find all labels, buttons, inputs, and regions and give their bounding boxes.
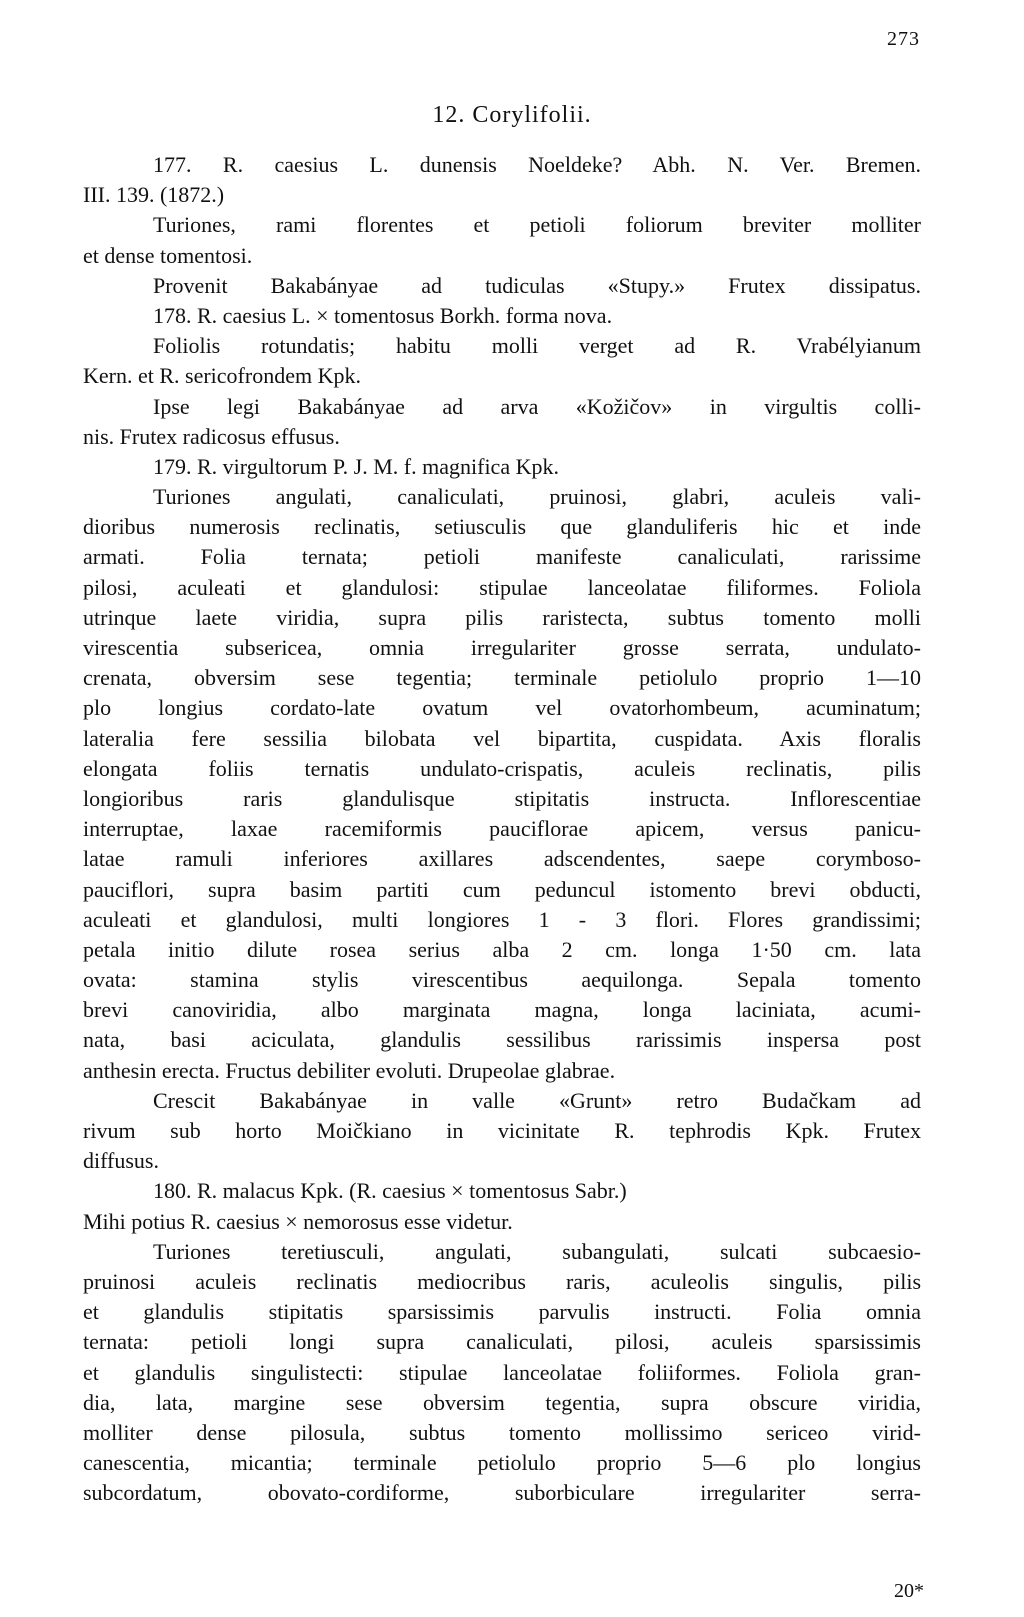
- text-line: 179. R. virgultorum P. J. M. f. magnifica Kpk.: [153, 453, 559, 479]
- text-line: plo longius cordato-late ovatum vel ovatorhombeum, acuminatum;: [83, 695, 921, 721]
- text-line: 180. R. malacus Kpk. (R. caesius × tomentosus Sabr.): [153, 1178, 627, 1204]
- text-line: ovata: stamina stylis virescentibus aequilonga. Sepala tomento: [83, 967, 921, 993]
- text-line: Turiones angulati, canaliculati, pruinosi, glabri, aculeis vali-: [153, 484, 921, 510]
- text-line: molliter dense pilosula, subtus tomento mollissimo sericeo virid-: [83, 1419, 921, 1445]
- text-line: pilosi, aculeati et glandulosi: stipulae lanceolatae filiformes. Foliola: [83, 574, 921, 600]
- text-line: et glandulis stipitatis sparsissimis parvulis instructi. Folia omnia: [83, 1299, 921, 1325]
- text-line: latae ramuli inferiores axillares adscendentes, saepe corymboso-: [83, 846, 921, 872]
- text-line: et dense tomentosi.: [83, 242, 253, 268]
- text-line: lateralia fere sessilia bilobata vel bipartita, cuspidata. Axis floralis: [83, 725, 921, 751]
- text-line: Crescit Bakabányae in valle «Grunt» retro Budačkam ad: [153, 1087, 921, 1113]
- text-line: Mihi potius R. caesius × nemorosus esse videtur.: [83, 1208, 513, 1234]
- section-title: 12. Corylifolii.: [432, 102, 592, 128]
- text-line: aculeati et glandulosi, multi longiores 1 - 3 flori. Flores grandissimi;: [83, 906, 921, 932]
- text-line: pruinosi aculeis reclinatis mediocribus raris, aculeolis singulis, pilis: [83, 1268, 921, 1294]
- text-line: utrinque laete viridia, supra pilis raristecta, subtus tomento molli: [83, 604, 921, 630]
- text-line: nis. Frutex radicosus effusus.: [83, 423, 340, 449]
- text-line: anthesin erecta. Fructus debiliter evoluti. Drupeolae glabrae.: [83, 1057, 616, 1083]
- text-line: III. 139. (1872.): [83, 182, 225, 208]
- text-line: brevi canoviridia, albo marginata magna, longa laciniata, acumi-: [83, 997, 921, 1023]
- text-line: Ipse legi Bakabányae ad arva «Kožičov» in virgultis colli-: [153, 393, 921, 419]
- text-line: subcordatum, obovato-cordiforme, suborbiculare irregulariter serra-: [83, 1480, 921, 1506]
- text-line: crenata, obversim sese tegentia; terminale petiolulo proprio 1—10: [83, 665, 921, 691]
- page-number: 273: [887, 28, 920, 50]
- text-line: Turiones teretiusculi, angulati, subangulati, sulcati subcaesio-: [153, 1238, 921, 1264]
- text-line: Kern. et R. sericofrondem Kpk.: [83, 363, 361, 389]
- text-line: elongata foliis ternatis undulato-crispatis, aculeis reclinatis, pilis: [83, 755, 921, 781]
- text-line: nata, basi aciculata, glandulis sessilibus rarissimis inspersa post: [83, 1027, 921, 1053]
- text-line: pauciflori, supra basim partiti cum peduncul istomento brevi obducti,: [83, 876, 921, 902]
- text-line: virescentia subsericea, omnia irregulariter grosse serrata, undulato-: [83, 635, 921, 660]
- text-line: 178. R. caesius L. × tomentosus Borkh. forma nova.: [153, 302, 613, 328]
- text-line: armati. Folia ternata; petioli manifeste canaliculati, rarissime: [83, 544, 921, 570]
- text-line: dia, lata, margine sese obversim tegentia, supra obscure viridia,: [83, 1389, 921, 1415]
- text-line: petala initio dilute rosea serius alba 2 cm. longa 1·50 cm. lata: [83, 936, 921, 962]
- text-line: interruptae, laxae racemiformis pauciflorae apicem, versus panicu-: [83, 816, 921, 842]
- text-line: Provenit Bakabányae ad tudiculas «Stupy.» Frutex dissipatus.: [153, 272, 921, 298]
- text-line: longioribus raris glandulisque stipitatis instructa. Inflorescentiae: [83, 785, 921, 811]
- text-line: canescentia, micantia; terminale petiolulo proprio 5—6 plo longius: [83, 1450, 921, 1476]
- body-text: [83, 150, 921, 1508]
- text-line: Turiones, rami florentes et petioli foliorum breviter molliter: [153, 212, 921, 238]
- text-line: 177. R. caesius L. dunensis Noeldeke? Abh. N. Ver. Bremen.: [153, 152, 921, 177]
- text-line: Foliolis rotundatis; habitu molli verget ad R. Vrabélyianum: [153, 333, 921, 359]
- text-line: rivum sub horto Moičkiano in vicinitate R. tephrodis Kpk. Frutex: [83, 1118, 921, 1143]
- text-line: diffusus.: [83, 1148, 159, 1174]
- text-line: dioribus numerosis reclinatis, setiusculis que glanduliferis hic et inde: [83, 514, 921, 540]
- text-line: et glandulis singulistecti: stipulae lanceolatae foliiformes. Foliola gran-: [83, 1359, 921, 1385]
- text-line: ternata: petioli longi supra canaliculati, pilosi, aculeis sparsissimis: [83, 1329, 921, 1355]
- printer-signature: 20*: [894, 1580, 924, 1602]
